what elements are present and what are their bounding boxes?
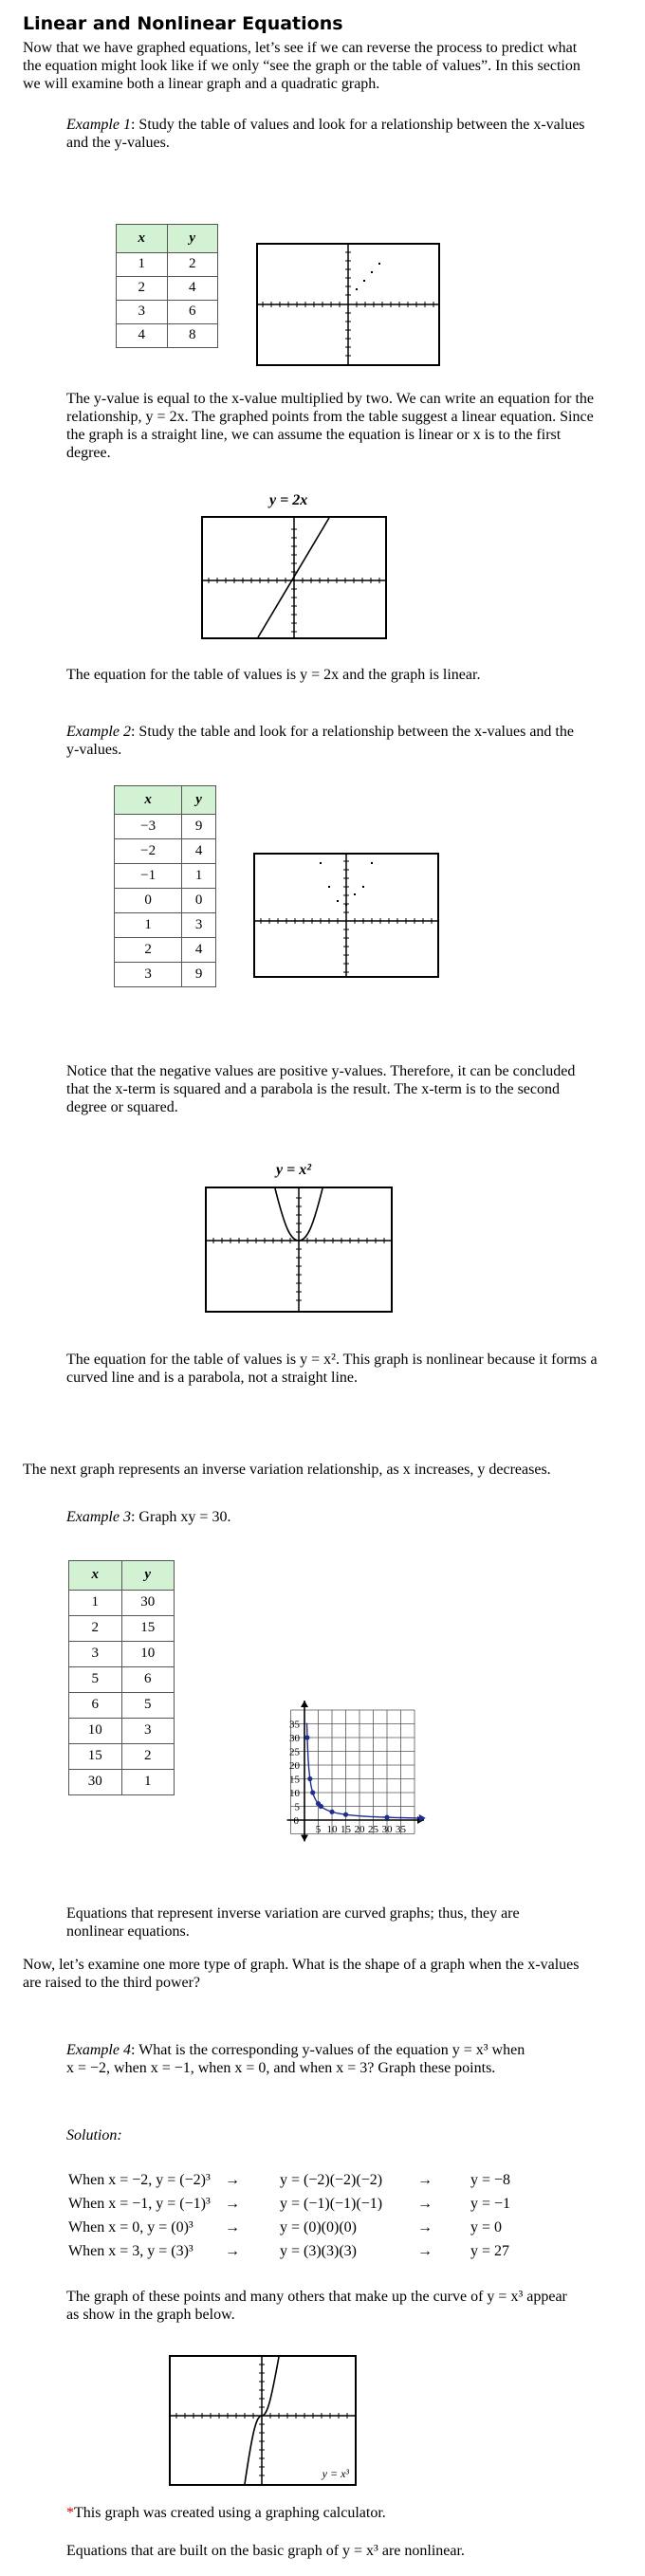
y-tick-label: 25	[289, 1746, 300, 1758]
table-header: y	[182, 786, 216, 815]
y-tick-label: 10	[289, 1788, 300, 1799]
example1-table	[116, 224, 218, 348]
table-header: y	[167, 225, 218, 253]
y-tick-label: 30	[289, 1733, 300, 1744]
table-cell: 30	[121, 1591, 175, 1616]
example4-prompt-text: : What is the corresponding y-values of the equation y = x³ when x = −2, when x = −1, when x = 0, and when x = 3? Graph these points.	[66, 2042, 525, 2076]
arrow-icon: →	[417, 2219, 433, 2236]
table-cell: −3	[115, 815, 182, 839]
example4-graph-label: y = x³	[322, 2466, 349, 2480]
table-cell: 10	[121, 1642, 175, 1667]
example3-table	[68, 1560, 175, 1795]
table-cell: 0	[182, 889, 216, 913]
table-header: x	[115, 786, 182, 815]
table-cell: −2	[115, 839, 182, 864]
example3-label: Example 3	[66, 1509, 131, 1525]
example2-graph-label: y = x²	[276, 1162, 312, 1178]
data-point	[343, 1812, 348, 1817]
intro-paragraph: Now that we have graphed equations, let’s see if we can reverse the process to predict what the equation might look like if we only “see the graph or the table of values”. In this section we will examine both a linear graph and a quadratic graph.	[23, 40, 580, 92]
example4-explanation: The graph of these points and many others that make up the curve of y = x³ appear as show in the graph below.	[66, 2289, 567, 2323]
example1-prompt	[66, 117, 588, 153]
table-cell: 2	[117, 277, 168, 301]
table-header: y	[121, 1561, 175, 1591]
y-tick-label: 5	[294, 1801, 300, 1813]
solution-step: When x = −1, y = (−1)³	[68, 2196, 211, 2213]
table-cell: 4	[117, 324, 168, 348]
solution-step: When x = 0, y = (0)³	[68, 2219, 194, 2236]
table-cell: 3	[121, 1719, 175, 1744]
table-cell: 2	[167, 253, 218, 277]
example1-explanation: The y-value is equal to the x-value multiplied by two. We can write an equation for the relationship, y = 2x. The graphed points from the table suggest a linear equation. Since the graph is a straight line, we can assume the equation is linear or x is to the first degree.	[66, 391, 595, 461]
x-tick-label: 25	[368, 1824, 378, 1835]
third-power-intro: Now, let’s examine one more type of graph. What is the shape of a graph when the x-values are raised to the third power?	[23, 1957, 580, 1991]
table-cell: 15	[69, 1744, 122, 1770]
solution-step: y = (0)(0)(0)	[280, 2219, 357, 2236]
example3-prompt	[66, 1509, 446, 1527]
table-cell: 5	[69, 1667, 122, 1693]
table-cell: −1	[115, 864, 182, 889]
table-header: x	[117, 225, 168, 253]
table-cell: 0	[115, 889, 182, 913]
data-point	[319, 1804, 323, 1809]
table-cell: 6	[167, 301, 218, 324]
example4-conclusion: Equations that are built on the basic graph of y = x³ are nonlinear.	[66, 2543, 465, 2559]
y-tick-label: 35	[289, 1719, 300, 1731]
table-cell: 4	[167, 277, 218, 301]
x-tick-label: 30	[381, 1824, 393, 1835]
y-tick-label: 20	[289, 1760, 300, 1772]
example1-prompt-text: : Study the table of values and look for a relationship between the x-values and the y-values.	[66, 117, 585, 151]
example1-line-graph	[201, 516, 387, 639]
example2-prompt	[66, 724, 588, 760]
y-axis-down-arrow-icon	[301, 1835, 308, 1842]
example2-points-graph	[253, 853, 439, 978]
data-point	[310, 1790, 315, 1794]
table-cell: 8	[167, 324, 218, 348]
page-title: Linear and Nonlinear Equations	[23, 13, 343, 34]
origin-label: 0	[293, 1815, 299, 1827]
example2-label: Example 2	[66, 724, 131, 740]
example3-prompt-text: : Graph xy = 30.	[130, 1509, 231, 1525]
solution-step: When x = 3, y = (3)³	[68, 2243, 194, 2260]
table-cell: 6	[121, 1667, 175, 1693]
example4-prompt	[66, 2042, 531, 2078]
table-cell: 1	[121, 1770, 175, 1795]
inverse-intro: The next graph represents an inverse variation relationship, as x increases, y decreases.	[23, 1462, 551, 1478]
table-cell: 2	[121, 1744, 175, 1770]
footnote-star: *	[66, 2505, 74, 2521]
table-cell: 3	[69, 1642, 122, 1667]
x-tick-label: 20	[354, 1824, 365, 1835]
table-header: x	[69, 1561, 122, 1591]
x-tick-label: 10	[326, 1824, 338, 1835]
solution-result: y = −1	[470, 2196, 511, 2213]
solution-result: y = 27	[470, 2243, 510, 2260]
x-tick-label: 15	[341, 1824, 351, 1835]
table-cell: 9	[182, 963, 216, 987]
y-tick-label: 15	[289, 1774, 300, 1786]
footnote	[66, 2505, 386, 2523]
example2-table	[114, 785, 216, 987]
y-axis-arrow-icon	[301, 1701, 308, 1707]
table-cell: 5	[121, 1693, 175, 1719]
table-cell: 4	[182, 839, 216, 864]
table-cell: 9	[182, 815, 216, 839]
x-tick-label: 35	[396, 1824, 406, 1835]
table-cell: 1	[115, 913, 182, 938]
solution-label: Solution:	[66, 2127, 122, 2144]
arrow-icon: →	[417, 2243, 433, 2260]
footnote-text: This graph was created using a graphing calculator.	[74, 2505, 386, 2521]
example1-graph-label: y = 2x	[269, 492, 308, 508]
table-cell: 15	[121, 1616, 175, 1642]
example3-conclusion: Equations that represent inverse variation are curved graphs; thus, they are nonlinear equations.	[66, 1905, 520, 1940]
arrow-icon: →	[225, 2196, 240, 2213]
table-cell: 10	[69, 1719, 122, 1744]
solution-result: y = −8	[470, 2172, 511, 2189]
data-point	[329, 1810, 334, 1814]
solution-step: y = (−1)(−1)(−1)	[280, 2196, 383, 2213]
example1-points-graph	[256, 243, 440, 366]
example2-prompt-text: : Study the table and look for a relationship between the x-values and the y-values.	[66, 724, 574, 758]
table-cell: 3	[117, 301, 168, 324]
solution-table	[68, 2169, 510, 2264]
arrow-icon: →	[225, 2219, 240, 2236]
table-cell: 1	[182, 864, 216, 889]
arrow-icon: →	[225, 2243, 240, 2260]
solution-result: y = 0	[470, 2219, 503, 2236]
data-point	[384, 1815, 389, 1820]
arrow-icon: →	[417, 2196, 433, 2213]
table-cell: 1	[69, 1591, 122, 1616]
example2-parabola-graph	[205, 1187, 393, 1313]
solution-step: y = (−2)(−2)(−2)	[280, 2172, 383, 2189]
table-cell: 6	[69, 1693, 122, 1719]
table-cell: 3	[115, 963, 182, 987]
example1-conclusion: The equation for the table of values is y = 2x and the graph is linear.	[66, 667, 481, 683]
inverse-variation-chart	[252, 1569, 537, 1872]
solution-label-text: Solution	[66, 2127, 118, 2144]
example2-conclusion: The equation for the table of values is y = x². This graph is nonlinear because it forms a curved line and is a parabola, not a straight line.	[66, 1352, 598, 1386]
table-cell: 30	[69, 1770, 122, 1795]
arrow-icon: →	[417, 2172, 433, 2189]
data-point	[307, 1776, 312, 1781]
table-cell: 2	[115, 938, 182, 963]
solution-step: y = (3)(3)(3)	[280, 2243, 357, 2260]
table-cell: 1	[117, 253, 168, 277]
table-cell: 4	[182, 938, 216, 963]
x-tick-label: 5	[315, 1824, 322, 1835]
example4-cubic-graph	[169, 2355, 357, 2486]
data-point	[304, 1735, 309, 1739]
example2-explanation: Notice that the negative values are positive y-values. Therefore, it can be concluded that the x-term is squared and a parabola is the result. The x-term is to the second degree or squared.	[66, 1063, 576, 1115]
example4-label: Example 4	[66, 2042, 131, 2058]
solution-step: When x = −2, y = (−2)³	[68, 2172, 211, 2189]
example1-label: Example 1	[66, 117, 131, 133]
table-cell: 3	[182, 913, 216, 938]
arrow-icon: →	[225, 2172, 240, 2189]
table-cell: 2	[69, 1616, 122, 1642]
